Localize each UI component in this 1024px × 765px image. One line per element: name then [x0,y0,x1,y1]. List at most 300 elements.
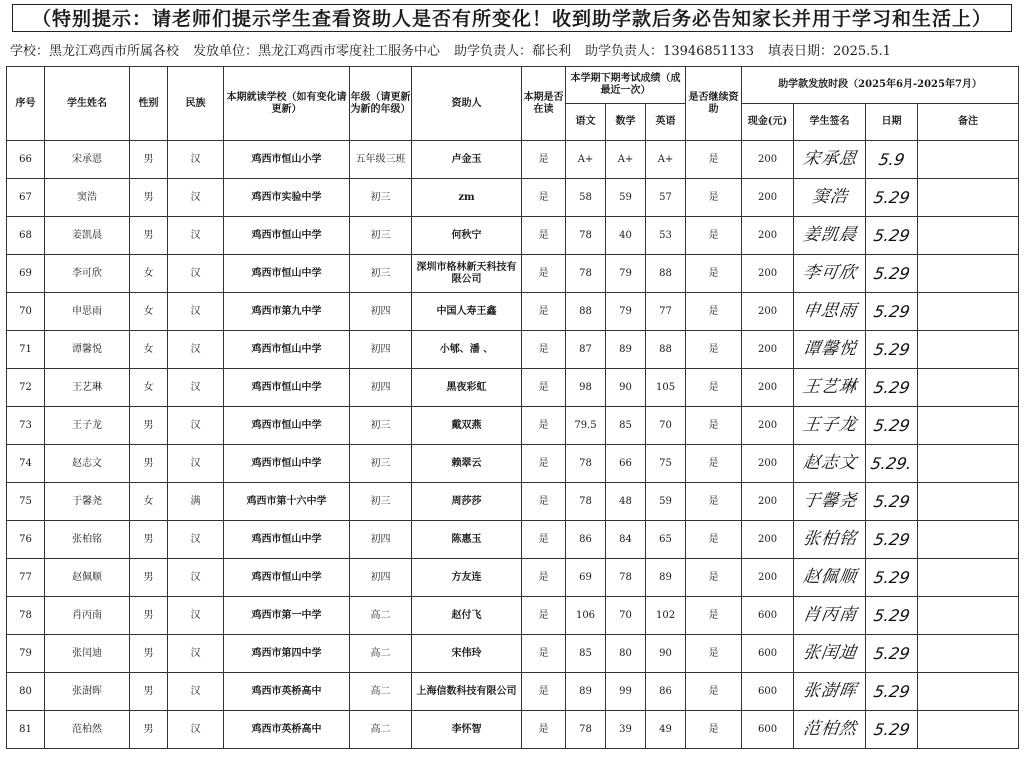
meta-issuer: 发放单位：黑龙江鸡西市零度社工服务中心 [193,43,441,59]
cell-gender: 男 [130,559,168,597]
cell-grade: 初三 [350,255,412,293]
cell-ethnicity: 汉 [168,179,224,217]
cell-name: 王子龙 [45,407,130,445]
cell-cash: 600 [742,711,794,749]
cell-enrolled: 是 [522,673,566,711]
cell-continue: 是 [686,597,742,635]
cell-gender: 男 [130,711,168,749]
cell-gender: 男 [130,521,168,559]
cell-no: 80 [7,673,45,711]
handwritten-date: 5.29 [872,415,912,435]
cell-ethnicity: 汉 [168,559,224,597]
cell-sign-date [866,445,918,483]
cell-chinese: 78 [566,217,606,255]
cell-school: 鸡西市第四中学 [224,635,350,673]
cell-english: 88 [646,255,686,293]
handwritten-signature: 赵志文 [801,453,858,474]
cell-cash: 600 [742,673,794,711]
cell-remarks [918,141,1019,179]
cell-ethnicity: 汉 [168,293,224,331]
table-body [7,141,1019,749]
cell-math: 85 [606,407,646,445]
cell-chinese: 86 [566,521,606,559]
cell-school: 鸡西市恒山中学 [224,407,350,445]
cell-signature [794,331,866,369]
cell-continue: 是 [686,217,742,255]
aid-table [6,66,1019,749]
cell-grade: 初四 [350,293,412,331]
handwritten-signature: 张柏铭 [801,529,858,550]
cell-sponsor: 黑夜彩虹 [412,369,522,407]
cell-continue: 是 [686,559,742,597]
cell-remarks [918,559,1019,597]
cell-grade: 初四 [350,369,412,407]
cell-remarks [918,293,1019,331]
cell-signature [794,597,866,635]
handwritten-signature: 张闰迪 [801,643,858,664]
cell-sign-date [866,255,918,293]
table-row [7,521,1019,559]
cell-continue: 是 [686,635,742,673]
cell-english: 49 [646,711,686,749]
cell-sign-date [866,711,918,749]
cell-sign-date [866,597,918,635]
cell-name: 于馨尧 [45,483,130,521]
cell-no: 66 [7,141,45,179]
table-row [7,331,1019,369]
cell-english: 102 [646,597,686,635]
cell-grade: 初三 [350,483,412,521]
cell-enrolled: 是 [522,597,566,635]
cell-name: 张澍晖 [45,673,130,711]
handwritten-signature: 于馨尧 [801,491,858,512]
cell-sponsor: 周莎莎 [412,483,522,521]
table-row [7,369,1019,407]
col-scores: 本学期下期考试成绩（成最近一次） [566,67,686,104]
cell-name: 姜凯晨 [45,217,130,255]
col-cash: 现金(元) [742,104,794,141]
cell-english: 75 [646,445,686,483]
cell-school: 鸡西市恒山中学 [224,331,350,369]
cell-name: 张柏铭 [45,521,130,559]
cell-sponsor: 陈惠玉 [412,521,522,559]
cell-school: 鸡西市恒山中学 [224,521,350,559]
cell-school: 鸡西市英桥高中 [224,711,350,749]
cell-chinese: 78 [566,483,606,521]
handwritten-date: 5.29 [872,643,912,663]
table-row [7,559,1019,597]
cell-name: 谭馨悦 [45,331,130,369]
cell-grade: 高二 [350,635,412,673]
table-row [7,407,1019,445]
cell-gender: 男 [130,597,168,635]
cell-enrolled: 是 [522,711,566,749]
cell-no: 81 [7,711,45,749]
cell-remarks [918,217,1019,255]
cell-cash: 200 [742,293,794,331]
cell-gender: 女 [130,331,168,369]
cell-gender: 女 [130,369,168,407]
cell-math: 48 [606,483,646,521]
col-continue: 是否继续资助 [686,67,742,141]
cell-english: 57 [646,179,686,217]
cell-english: 90 [646,635,686,673]
cell-math: A+ [606,141,646,179]
handwritten-signature: 宋承恩 [801,149,858,170]
cell-school: 鸡西市第十六中学 [224,483,350,521]
cell-gender: 男 [130,445,168,483]
cell-no: 79 [7,635,45,673]
cell-no: 75 [7,483,45,521]
cell-english: 88 [646,331,686,369]
cell-no: 77 [7,559,45,597]
cell-cash: 200 [742,331,794,369]
cell-sign-date [866,331,918,369]
cell-no: 76 [7,521,45,559]
cell-signature [794,521,866,559]
cell-cash: 200 [742,521,794,559]
handwritten-date: 5.29 [872,377,912,397]
cell-english: 89 [646,559,686,597]
cell-grade: 高二 [350,597,412,635]
col-name: 学生姓名 [45,67,130,141]
cell-sponsor: 赖翠云 [412,445,522,483]
cell-sign-date [866,407,918,445]
cell-cash: 200 [742,445,794,483]
cell-enrolled: 是 [522,407,566,445]
cell-ethnicity: 汉 [168,255,224,293]
cell-grade: 五年级三班 [350,141,412,179]
handwritten-signature: 申思雨 [801,301,858,322]
cell-english: 65 [646,521,686,559]
cell-english: 53 [646,217,686,255]
cell-sponsor: 上海信数科技有限公司 [412,673,522,711]
cell-math: 59 [606,179,646,217]
cell-chinese: 58 [566,179,606,217]
cell-sign-date [866,179,918,217]
cell-no: 70 [7,293,45,331]
cell-gender: 男 [130,673,168,711]
cell-sign-date [866,217,918,255]
table-row [7,445,1019,483]
cell-name: 范柏然 [45,711,130,749]
cell-gender: 男 [130,179,168,217]
handwritten-date: 5.29 [872,529,912,549]
cell-math: 79 [606,255,646,293]
cell-continue: 是 [686,673,742,711]
cell-english: 105 [646,369,686,407]
cell-sponsor: 卢金玉 [412,141,522,179]
cell-enrolled: 是 [522,369,566,407]
cell-grade: 高二 [350,673,412,711]
cell-cash: 200 [742,369,794,407]
cell-math: 89 [606,331,646,369]
cell-math: 78 [606,559,646,597]
cell-sign-date [866,369,918,407]
cell-chinese: 89 [566,673,606,711]
col-sign-date: 日期 [866,104,918,141]
cell-signature [794,255,866,293]
table-row [7,597,1019,635]
col-remarks: 备注 [918,104,1019,141]
handwritten-signature: 范柏然 [801,719,858,740]
cell-cash: 200 [742,179,794,217]
col-signature: 学生签名 [794,104,866,141]
cell-no: 71 [7,331,45,369]
cell-name: 王艺琳 [45,369,130,407]
cell-grade: 初三 [350,179,412,217]
handwritten-date: 5.29 [872,301,912,321]
cell-chinese: 85 [566,635,606,673]
cell-gender: 男 [130,407,168,445]
handwritten-signature: 王子龙 [801,415,858,436]
cell-no: 74 [7,445,45,483]
meta-leader: 助学负责人：郗长利 [454,43,572,59]
cell-continue: 是 [686,369,742,407]
cell-chinese: 69 [566,559,606,597]
col-school: 本期就读学校（如有变化请更新） [224,67,350,141]
cell-gender: 女 [130,293,168,331]
cell-name: 宋承恩 [45,141,130,179]
cell-sign-date [866,483,918,521]
cell-ethnicity: 满 [168,483,224,521]
cell-signature [794,673,866,711]
cell-math: 99 [606,673,646,711]
handwritten-date: 5.29 [872,681,912,701]
cell-signature [794,445,866,483]
cell-remarks [918,483,1019,521]
form-meta [6,32,1018,66]
col-ethnicity: 民族 [168,67,224,141]
handwritten-signature: 王艺琳 [801,377,858,398]
handwritten-signature: 赵佩顺 [801,567,858,588]
col-grade: 年级（请更新为新的年级） [350,67,412,141]
cell-english: A+ [646,141,686,179]
cell-no: 68 [7,217,45,255]
handwritten-signature: 李可欣 [801,263,858,284]
cell-ethnicity: 汉 [168,635,224,673]
cell-sponsor: 何秋宁 [412,217,522,255]
cell-chinese: 78 [566,255,606,293]
cell-math: 66 [606,445,646,483]
cell-cash: 600 [742,597,794,635]
cell-cash: 200 [742,141,794,179]
cell-school: 鸡西市恒山中学 [224,369,350,407]
cell-math: 90 [606,369,646,407]
cell-no: 78 [7,597,45,635]
cell-grade: 高二 [350,711,412,749]
cell-english: 70 [646,407,686,445]
cell-remarks [918,331,1019,369]
cell-signature [794,635,866,673]
handwritten-date: 5.29 [872,339,912,359]
cell-school: 鸡西市第九中学 [224,293,350,331]
cell-sign-date [866,521,918,559]
cell-sponsor: zm [412,179,522,217]
cell-remarks [918,179,1019,217]
cell-enrolled: 是 [522,483,566,521]
cell-enrolled: 是 [522,141,566,179]
handwritten-signature: 肖丙南 [801,605,858,626]
cell-sponsor: 小郇、潘 、 [412,331,522,369]
cell-ethnicity: 汉 [168,673,224,711]
cell-math: 84 [606,521,646,559]
cell-ethnicity: 汉 [168,711,224,749]
cell-signature [794,179,866,217]
cell-grade: 初三 [350,445,412,483]
cell-remarks [918,635,1019,673]
cell-signature [794,483,866,521]
handwritten-date: 5.29 [872,491,912,511]
cell-sign-date [866,293,918,331]
cell-math: 80 [606,635,646,673]
cell-ethnicity: 汉 [168,331,224,369]
col-sponsor: 资助人 [412,67,522,141]
cell-ethnicity: 汉 [168,369,224,407]
cell-math: 79 [606,293,646,331]
handwritten-date: 5.29 [872,263,912,283]
meta-phone: 助学负责人：13946851133 [585,43,755,59]
cell-remarks [918,673,1019,711]
cell-ethnicity: 汉 [168,445,224,483]
cell-gender: 女 [130,255,168,293]
table-row [7,179,1019,217]
cell-sponsor: 宋伟玲 [412,635,522,673]
cell-sponsor: 戴双燕 [412,407,522,445]
cell-continue: 是 [686,141,742,179]
cell-school: 鸡西市恒山中学 [224,559,350,597]
cell-no: 67 [7,179,45,217]
handwritten-date: 5.29 [872,605,912,625]
cell-sponsor: 深圳市格林新天科技有限公司 [412,255,522,293]
cell-grade: 初四 [350,521,412,559]
table-row [7,293,1019,331]
cell-enrolled: 是 [522,255,566,293]
cell-grade: 初三 [350,217,412,255]
cell-remarks [918,407,1019,445]
cell-gender: 男 [130,141,168,179]
cell-name: 窦浩 [45,179,130,217]
cell-remarks [918,597,1019,635]
cell-remarks [918,255,1019,293]
cell-english: 59 [646,483,686,521]
cell-cash: 200 [742,559,794,597]
handwritten-date: 5.9 [877,149,906,169]
cell-ethnicity: 汉 [168,407,224,445]
cell-name: 赵志文 [45,445,130,483]
cell-school: 鸡西市实验中学 [224,179,350,217]
meta-date: 填表日期：2025.5.1 [768,43,891,59]
cell-name: 赵佩顺 [45,559,130,597]
special-notice: （特别提示：请老师们提示学生查看资助人是否有所变化！收到助学款后务必告知家长并用于学习和生活上） [12,4,1012,32]
cell-name: 申思雨 [45,293,130,331]
meta-school: 学校：黑龙江鸡西市所属各校 [10,43,180,59]
handwritten-date: 5.29 [872,187,912,207]
handwritten-date: 5.29. [869,453,914,473]
cell-name: 肖丙南 [45,597,130,635]
cell-enrolled: 是 [522,559,566,597]
table-row [7,673,1019,711]
col-enrolled: 本期是否在读 [522,67,566,141]
table-row [7,483,1019,521]
cell-gender: 女 [130,483,168,521]
cell-school: 鸡西市恒山中学 [224,255,350,293]
handwritten-date: 5.29 [872,719,912,739]
cell-signature [794,217,866,255]
cell-continue: 是 [686,179,742,217]
cell-signature [794,559,866,597]
table-row [7,255,1019,293]
cell-continue: 是 [686,407,742,445]
cell-signature [794,141,866,179]
cell-remarks [918,711,1019,749]
cell-gender: 男 [130,635,168,673]
cell-continue: 是 [686,445,742,483]
col-math: 数学 [606,104,646,141]
cell-continue: 是 [686,293,742,331]
cell-grade: 初四 [350,559,412,597]
cell-sponsor: 赵付飞 [412,597,522,635]
cell-remarks [918,445,1019,483]
cell-cash: 200 [742,217,794,255]
cell-name: 张闰迪 [45,635,130,673]
handwritten-signature: 姜凯晨 [801,225,858,246]
cell-signature [794,407,866,445]
cell-enrolled: 是 [522,293,566,331]
cell-sign-date [866,559,918,597]
cell-continue: 是 [686,711,742,749]
cell-cash: 200 [742,483,794,521]
col-chinese: 语文 [566,104,606,141]
cell-gender: 男 [130,217,168,255]
col-gender: 性别 [130,67,168,141]
cell-sign-date [866,141,918,179]
cell-cash: 200 [742,255,794,293]
cell-continue: 是 [686,521,742,559]
table-row [7,635,1019,673]
cell-signature [794,711,866,749]
cell-enrolled: 是 [522,521,566,559]
table-row [7,711,1019,749]
table-row [7,141,1019,179]
cell-enrolled: 是 [522,445,566,483]
cell-math: 40 [606,217,646,255]
table-row [7,217,1019,255]
cell-enrolled: 是 [522,331,566,369]
cell-continue: 是 [686,255,742,293]
handwritten-date: 5.29 [872,225,912,245]
cell-chinese: 78 [566,711,606,749]
cell-cash: 600 [742,635,794,673]
col-no: 序号 [7,67,45,141]
handwritten-signature: 窦浩 [810,187,849,208]
col-english: 英语 [646,104,686,141]
cell-signature [794,293,866,331]
handwritten-date: 5.29 [872,567,912,587]
cell-no: 72 [7,369,45,407]
cell-signature [794,369,866,407]
cell-chinese: 106 [566,597,606,635]
cell-grade: 初四 [350,331,412,369]
cell-remarks [918,369,1019,407]
cell-english: 86 [646,673,686,711]
cell-chinese: 78 [566,445,606,483]
cell-ethnicity: 汉 [168,597,224,635]
cell-continue: 是 [686,331,742,369]
cell-enrolled: 是 [522,179,566,217]
cell-school: 鸡西市恒山中学 [224,445,350,483]
cell-grade: 初三 [350,407,412,445]
